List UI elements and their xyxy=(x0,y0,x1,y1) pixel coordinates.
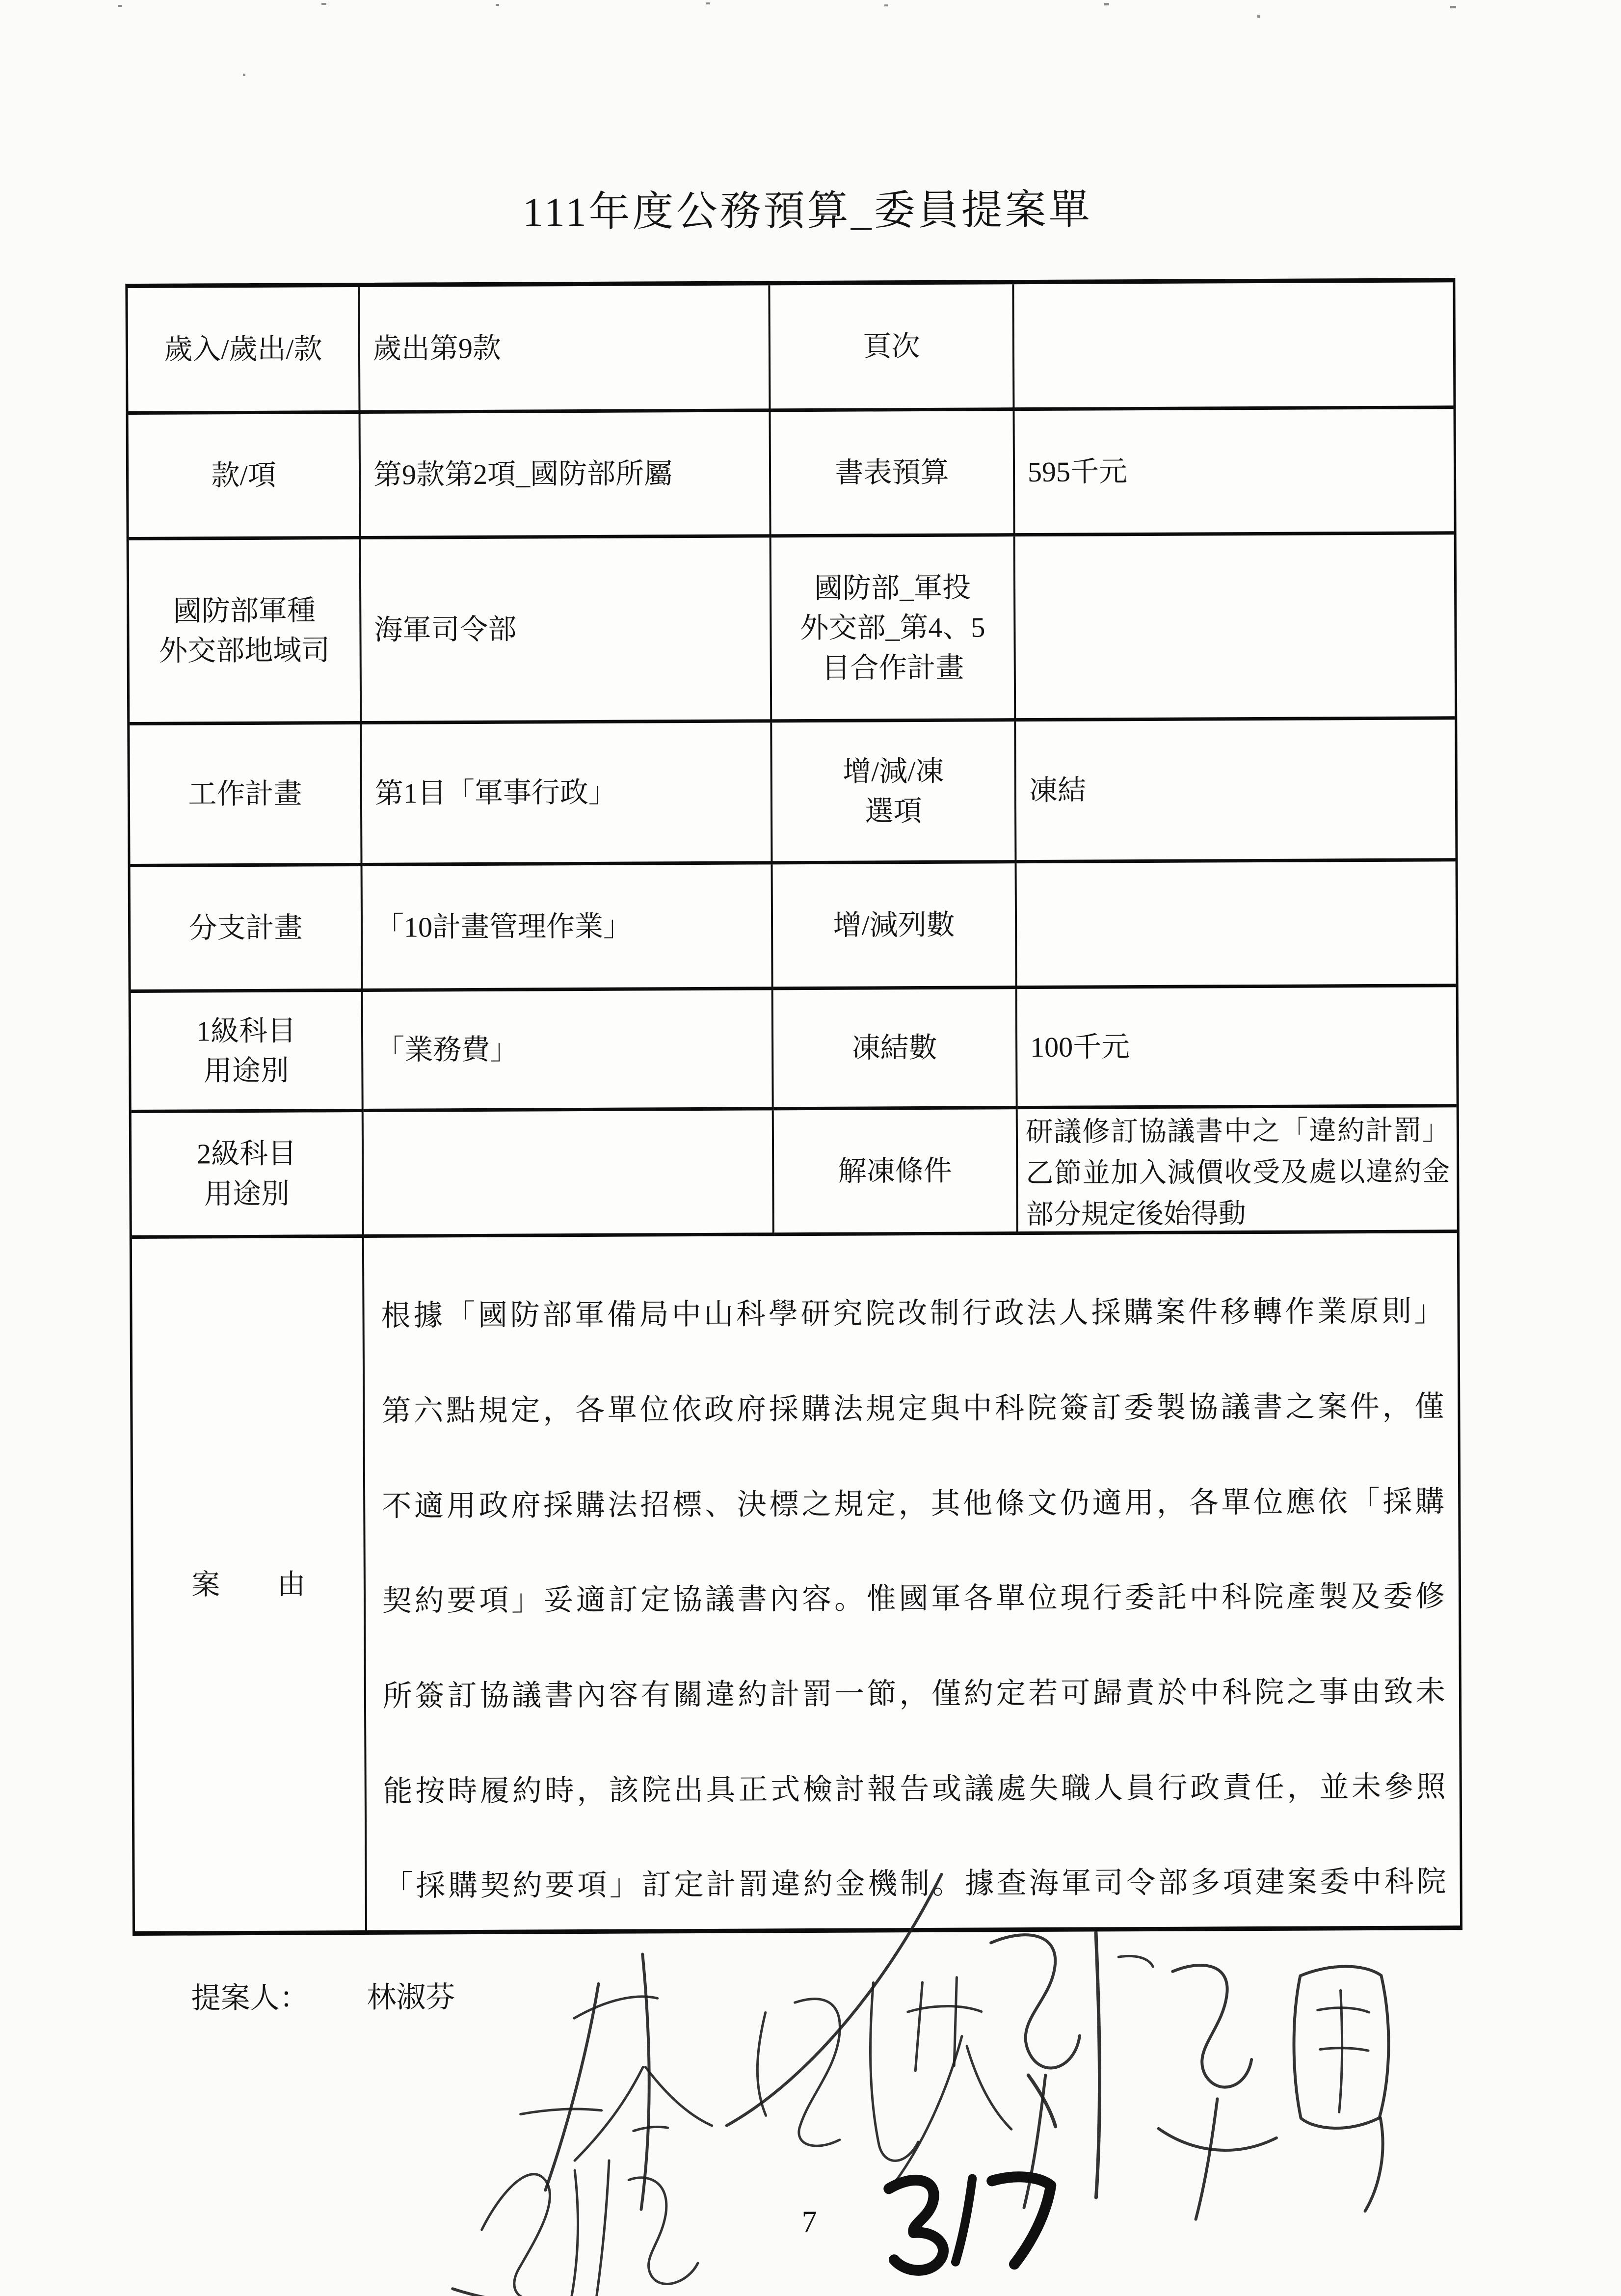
value-cell xyxy=(364,1110,774,1238)
proposer-name: 林淑芬 xyxy=(367,1981,455,2014)
page-number: 7 xyxy=(801,2205,817,2239)
value-cell: 100千元 xyxy=(1017,987,1457,1109)
page-title: 111年度公務預算_委員提案單 xyxy=(522,187,1092,236)
row-header-cell: 增/減/凍 選項 xyxy=(772,721,1016,864)
case-text-line: 根據「國防部軍備局中山科學研究院改制行政法人採購案件移轉作業原則」 xyxy=(381,1295,1444,1333)
row-header-cell: 凍結數 xyxy=(773,989,1018,1110)
row-header-cell: 書表預算 xyxy=(771,411,1015,537)
case-description-cell xyxy=(364,1233,1460,1930)
value-cell xyxy=(1015,534,1455,721)
row-header-cell: 國防部軍種 外交部地域司 xyxy=(129,539,362,725)
value-cell: 第9款第2項_國防部所屬 xyxy=(361,412,771,539)
unfreeze-condition-cell: 研議修訂協議書中之「違約計罰」乙節並加入減價收受及處以違約金部分規定後始得動 xyxy=(1018,1107,1457,1235)
row-header-cell: 分支計畫 xyxy=(131,866,363,993)
case-text-line: 第六點規定，各單位依政府採購法規定與中科院簽訂委製協議書之案件，僅 xyxy=(381,1390,1444,1427)
value-cell xyxy=(1014,282,1453,411)
row-header-cell: 工作計畫 xyxy=(130,724,362,867)
value-cell: 凍結 xyxy=(1016,720,1455,863)
value-cell: 第1目「軍事行政」 xyxy=(362,722,772,866)
value-cell: 海軍司令部 xyxy=(361,537,772,724)
row-header-cell: 頁次 xyxy=(770,284,1014,412)
row-header-cell: 國防部_軍投 外交部_第4、5 目合作計畫 xyxy=(771,536,1016,722)
value-cell xyxy=(1017,861,1456,989)
case-text-line: 能按時履約時，該院出具正式檢討報告或議處失職人員行政責任，並未參照 xyxy=(383,1770,1446,1808)
proposer-label: 提案人： xyxy=(191,1981,309,2015)
value-cell: 歲出第9款 xyxy=(360,285,771,414)
case-text-line: 不適用政府採購法招標、決標之規定，其他條文仍適用，各單位應依「採購 xyxy=(382,1485,1445,1522)
case-text-line: 「採購契約要項」訂定計罰違約金機制。據查海軍司令部多項建案委中科院 xyxy=(383,1865,1446,1903)
case-text-line: 契約要項」妥適訂定協議書內容。惟國軍各單位現行委託中科院產製及委修 xyxy=(382,1580,1445,1618)
signature-lin-shu-fen xyxy=(544,1874,1056,2210)
row-header-cell: 1級科目 用途別 xyxy=(131,992,364,1113)
row-header-cell: 歲入/歲出/款 xyxy=(128,287,360,415)
row-header-cell: 2級科目 用途別 xyxy=(132,1112,364,1239)
case-text-line: 所簽訂協議書內容有關違約計罰一節，僅約定若可歸責於中科院之事由致未 xyxy=(382,1675,1446,1712)
row-header-cell: 解凍條件 xyxy=(774,1109,1018,1236)
row-header-cell: 款/項 xyxy=(129,414,361,540)
handwriting-layer xyxy=(422,1911,1621,2295)
budget-proposal-table xyxy=(125,278,1462,1936)
case-label-cell: 案 由 xyxy=(132,1238,367,1931)
value-cell: 「10計畫管理作業」 xyxy=(363,864,773,992)
lower-signature-scribble xyxy=(452,2109,698,2296)
row-header-cell: 增/減列數 xyxy=(773,863,1017,990)
value-cell: 595千元 xyxy=(1015,409,1454,536)
signature-liu-jian-guo xyxy=(991,1931,1389,2220)
proposer-row xyxy=(191,1974,455,2017)
value-cell: 「業務費」 xyxy=(363,990,774,1112)
